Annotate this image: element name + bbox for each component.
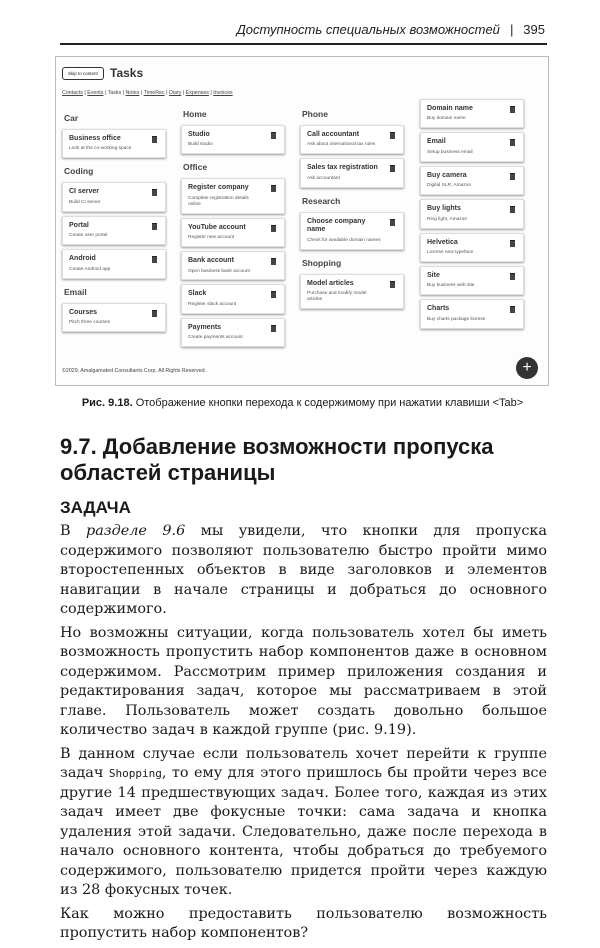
trash-icon[interactable] — [390, 132, 395, 139]
trash-icon[interactable] — [152, 310, 157, 317]
task-group — [62, 113, 166, 158]
task-description: Buy domain name — [427, 116, 466, 122]
nav-separator: | — [164, 90, 169, 96]
task-title: Slack — [188, 290, 207, 298]
task-card[interactable] — [300, 274, 404, 309]
trash-icon[interactable] — [271, 132, 276, 139]
nav-separator: | — [181, 90, 186, 96]
task-title: Business office — [69, 135, 121, 142]
task-description: Buy business web site — [427, 283, 475, 289]
task-description: Ask accountant — [307, 175, 340, 181]
paragraph — [60, 522, 547, 620]
task-title: Helvetica — [427, 238, 458, 246]
skip-to-content-button[interactable]: Skip to content — [62, 67, 104, 80]
task-title: Studio — [188, 131, 210, 138]
trash-icon[interactable] — [510, 106, 515, 113]
task-card[interactable] — [300, 158, 404, 187]
task-card[interactable] — [181, 284, 285, 313]
task-title: Buy lights — [427, 205, 461, 213]
task-description: Digital SLR, Amazon — [427, 183, 471, 189]
paragraph: Как можно предоставить пользователю возможность пропустить набор компонентов? — [60, 905, 547, 941]
text: В — [60, 523, 86, 539]
trash-icon[interactable] — [390, 165, 395, 172]
task-description: Pitch three courses — [69, 319, 111, 325]
group-title: Car — [64, 113, 79, 123]
caption-label: Рис. 9.18. — [81, 397, 133, 409]
trash-icon[interactable] — [271, 258, 276, 265]
column-2 — [181, 101, 285, 351]
task-title: Bank account — [188, 257, 234, 265]
nav-link-contacts[interactable]: Contacts — [62, 90, 83, 96]
column-1 — [62, 105, 166, 336]
group-title: Phone — [302, 109, 328, 119]
task-title: Site — [427, 271, 440, 279]
task-group — [300, 109, 404, 188]
task-title: Courses — [69, 308, 98, 316]
nav-link-tasks[interactable]: Tasks — [107, 90, 122, 96]
group-title: Office — [183, 162, 208, 173]
column-3 — [300, 101, 404, 313]
nav-link-notes[interactable]: Notes — [125, 90, 140, 96]
trash-icon[interactable] — [271, 291, 276, 298]
body-text — [60, 522, 547, 948]
task-card[interactable] — [181, 251, 285, 280]
nav-separator: | — [121, 90, 126, 96]
group-title: Email — [64, 286, 87, 297]
nav-link-expenses[interactable]: Expenses — [185, 90, 209, 96]
task-description: Create user portal — [69, 233, 108, 239]
task-title: Call accountant — [307, 131, 360, 138]
footer: ©2029, Amalgamated Consultants Corp. All Rights Reserved. — [62, 368, 207, 374]
header-rule — [60, 43, 547, 45]
task-card[interactable] — [420, 299, 524, 328]
nav-link-invoices[interactable]: Invoices — [213, 90, 233, 96]
task-description: Open business bank account — [188, 268, 250, 274]
paragraph: Но возможны ситуации, когда пользователь хотел бы иметь возможность пропустить набор компонентов даже в основном содержимом. Рассмотрим пример приложения создания и редактирования задач, которое мы рассматриваем в этой главе. Пользователь может создать довольно большое количество задач в каждой группе (рис. 9.19). — [60, 624, 547, 738]
text: мы увидели, что кнопки для пропуска содержимого позволяют пользователю быстро пройти мимо второстепенных объектов в виде заголовков и элементов навигации в начале страницы и добраться до основного содержимого. — [60, 523, 547, 617]
figure-caption — [60, 397, 545, 409]
task-description: Check for available domain names — [307, 237, 381, 243]
running-head — [60, 22, 545, 37]
trash-icon[interactable] — [152, 256, 157, 263]
task-group — [181, 162, 285, 347]
trash-icon[interactable] — [510, 306, 515, 313]
trash-icon[interactable] — [510, 139, 515, 146]
task-title: CI server — [69, 188, 99, 196]
task-description: Complete registration details online — [188, 195, 249, 207]
task-card[interactable] — [300, 125, 404, 154]
task-description: Ask about international tax rules — [307, 142, 376, 148]
app-title: Tasks — [110, 66, 144, 80]
task-title: Choose company name — [307, 217, 366, 234]
paragraph — [60, 745, 547, 901]
task-card[interactable] — [181, 318, 285, 347]
task-card[interactable] — [62, 303, 166, 332]
trash-icon[interactable] — [271, 185, 276, 192]
group-title: Home — [183, 109, 207, 119]
page-number: 395 — [523, 22, 545, 37]
text: В данном случае если пользователь хочет перейти к группе задач — [60, 745, 547, 781]
trash-icon[interactable] — [152, 223, 157, 230]
trash-icon[interactable] — [152, 189, 157, 196]
task-card[interactable] — [420, 166, 524, 195]
task-description: Build studio — [188, 142, 213, 148]
task-title: Charts — [427, 305, 450, 313]
task-title: YouTube account — [188, 223, 246, 231]
task-card[interactable] — [62, 249, 166, 278]
task-group — [300, 196, 404, 250]
code: Shopping — [108, 767, 162, 780]
trash-icon[interactable] — [510, 273, 515, 280]
group-title: Coding — [64, 166, 94, 177]
task-group — [300, 258, 404, 309]
task-card[interactable] — [62, 216, 166, 245]
trash-icon[interactable] — [510, 173, 515, 180]
task-description: Purchase and modify model articles — [307, 290, 367, 302]
task-description: Ring light, Amazon — [427, 216, 467, 222]
task-description: Create payments account — [188, 335, 243, 341]
nav-separator: | — [139, 90, 144, 96]
task-title: Buy camera — [427, 171, 467, 179]
task-card[interactable] — [181, 125, 285, 154]
task-card[interactable] — [181, 218, 285, 247]
trash-icon[interactable] — [271, 225, 276, 232]
subheading: ЗАДАЧА — [60, 498, 131, 517]
separator: | — [509, 22, 514, 37]
task-title: Sales tax registration — [307, 164, 378, 172]
app-screenshot — [55, 56, 549, 386]
column-4 — [420, 95, 524, 333]
trash-icon[interactable] — [510, 206, 515, 213]
task-card[interactable] — [62, 182, 166, 211]
task-title: Portal — [69, 221, 89, 229]
trash-icon[interactable] — [510, 240, 515, 247]
task-description: Register slack account — [188, 301, 237, 307]
task-title: Android — [69, 255, 96, 263]
task-description: Setup business email — [427, 149, 473, 155]
text: , то ему для этого пришлось бы пройти через все другие 14 предшествующих задач. Более того, каждая из этих задач имеет две фокусные точки: сама задача и кнопка удаления этой задачи. Следовательно, даже после перехода в начало основного контента, чтобы добраться до требуемого содержимого, пользователю придется пройти через каждую из 28 фокусных точек. — [60, 765, 547, 898]
task-card[interactable] — [420, 233, 524, 262]
trash-icon[interactable] — [152, 136, 157, 143]
task-title: Payments — [188, 323, 222, 331]
trash-icon[interactable] — [390, 281, 395, 288]
task-group — [62, 287, 166, 332]
task-card[interactable] — [420, 266, 524, 295]
task-description: Create Android app — [69, 266, 111, 272]
task-group — [181, 109, 285, 154]
nav-links — [62, 90, 233, 96]
task-title: Domain name — [427, 105, 473, 112]
task-title: Email — [427, 138, 446, 146]
running-head-title: Доступность специальных возможностей — [236, 22, 500, 37]
task-card[interactable] — [300, 212, 404, 250]
task-title: Model articles — [307, 279, 354, 287]
nav-link-events[interactable]: Events — [87, 90, 104, 96]
task-group — [420, 99, 524, 329]
nav-separator: | — [103, 90, 108, 96]
nav-separator: | — [82, 90, 88, 96]
caption-text: Отображение кнопки перехода к содержимому при нажатии клавиши <Tab> — [135, 397, 524, 409]
task-title: Register company — [188, 184, 249, 192]
nav-separator: | — [208, 90, 214, 96]
task-card[interactable] — [420, 199, 524, 228]
task-description: License new typeface — [427, 249, 474, 255]
task-description: Register new account — [188, 235, 235, 241]
task-card[interactable] — [420, 132, 524, 161]
task-description: Buy charts package license — [427, 316, 486, 322]
task-card[interactable] — [420, 99, 524, 128]
group-title: Research — [302, 195, 341, 206]
section-reference: разделе 9.6 — [85, 523, 186, 539]
task-card[interactable] — [62, 129, 166, 158]
task-description: Build CI server — [69, 199, 101, 205]
task-description: Look at the co-working space — [69, 146, 132, 152]
add-task-button[interactable]: + — [516, 357, 538, 379]
nav-link-diary[interactable]: Diary — [168, 90, 182, 96]
trash-icon[interactable] — [271, 325, 276, 332]
task-card[interactable] — [181, 178, 285, 213]
group-title: Shopping — [302, 257, 342, 268]
section-heading: 9.7. Добавление возможности пропуска областей страницы — [60, 434, 494, 485]
trash-icon[interactable] — [390, 219, 395, 226]
nav-link-timerec[interactable]: TimeRec — [143, 90, 165, 96]
task-group — [62, 166, 166, 278]
